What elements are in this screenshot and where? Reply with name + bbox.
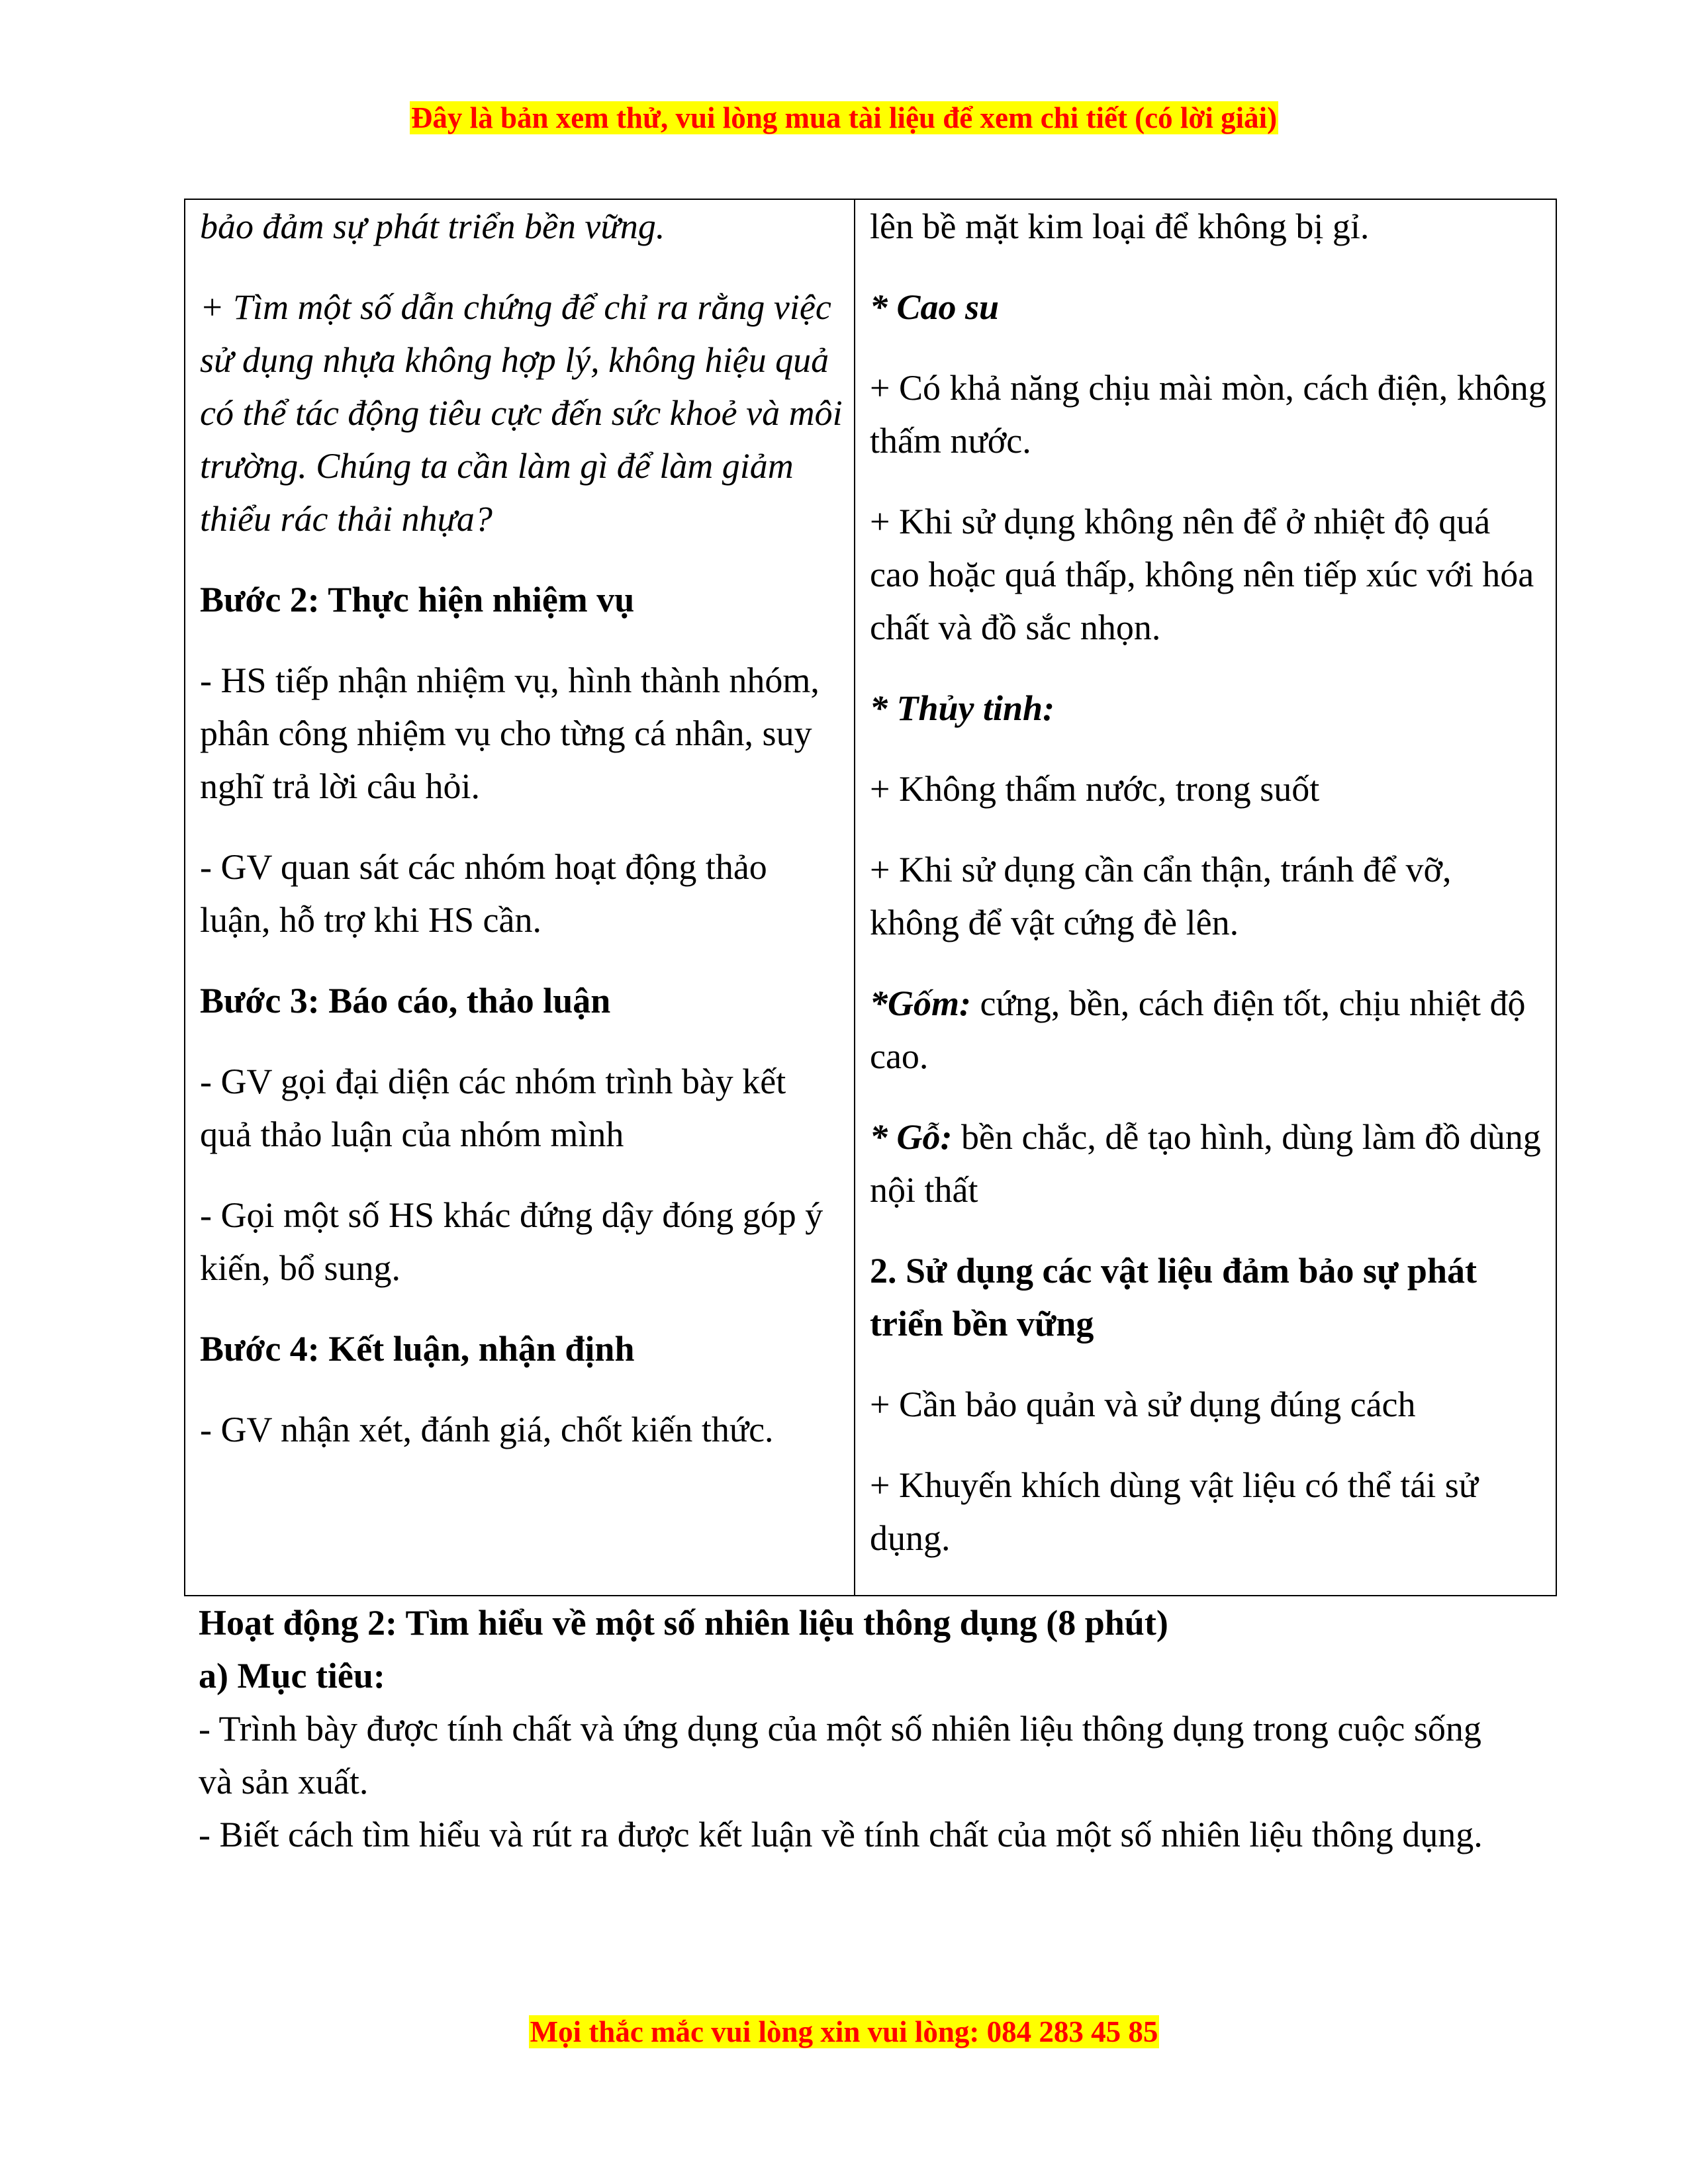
wood-label: * Gỗ:: [870, 1117, 953, 1157]
step4-heading: Bước 4: Kết luận, nhận định: [200, 1329, 635, 1369]
step3-item-2: - Gọi một số HS khác đứng dậy đóng góp ý kiến, bổ sung.: [200, 1195, 823, 1288]
activity-2-title: Hoạt động 2: Tìm hiểu về một số nhiên liệu thông dụng (8 phút): [199, 1603, 1168, 1643]
contact-banner: [0, 2012, 1688, 2052]
wood-item: [870, 1111, 1546, 1216]
step3-heading: Bước 3: Báo cáo, thảo luận: [200, 981, 611, 1021]
preview-notice-text: Đây là bản xem thử, vui lòng mua tài liệu để xem chi tiết (có lời giải): [410, 101, 1278, 134]
rubber-item-1: + Có khả năng chịu mài mòn, cách điện, không thấm nước.: [870, 368, 1546, 461]
goal-heading: a) Mục tiêu:: [199, 1656, 385, 1696]
step2-heading: Bước 2: Thực hiện nhiệm vụ: [200, 580, 635, 619]
task-question: + Tìm một số dẫn chứng để chỉ ra rằng việc sử dụng nhựa không hợp lý, không hiệu quả có thể tác động tiêu cực đến sức khoẻ và môi trường. Chúng ta cần làm gì để làm giảm thiểu rác thải nhựa?: [200, 287, 843, 539]
contact-text: Mọi thắc mắc vui lòng xin vui lòng: 084 283 45 85: [530, 2015, 1158, 2048]
step2-item-2: - GV quan sát các nhóm hoạt động thảo luận, hỗ trợ khi HS cần.: [200, 847, 767, 940]
ceramic-label: *Gốm:: [870, 983, 971, 1023]
content-table: [184, 199, 1557, 1596]
step2-item-1: - HS tiếp nhận nhiệm vụ, hình thành nhóm, phân công nhiệm vụ cho từng cá nhân, suy nghĩ trả lời câu hỏi.: [200, 660, 820, 806]
step3-item-1: - GV gọi đại diện các nhóm trình bày kết quả thảo luận của nhóm mình: [200, 1062, 786, 1154]
ceramic-item: [870, 977, 1546, 1083]
preview-notice-banner: [0, 98, 1688, 138]
goal-item-1: - Trình bày được tính chất và ứng dụng của một số nhiên liệu thông dụng trong cuộc sống và sản xuất.: [199, 1709, 1481, 1801]
sustainable-use-item-1: + Cần bảo quản và sử dụng đúng cách: [870, 1385, 1416, 1424]
rubber-heading: * Cao su: [870, 287, 1000, 327]
task-text-continuation: bảo đảm sự phát triển bền vững.: [200, 206, 665, 246]
sustainable-use-item-2: + Khuyến khích dùng vật liệu có thể tái sử dụng.: [870, 1465, 1479, 1558]
rubber-item-2: + Khi sử dụng không nên để ở nhiệt độ quá cao hoặc quá thấp, không nên tiếp xúc với hóa chất và đồ sắc nhọn.: [870, 502, 1534, 647]
step4-item-1: - GV nhận xét, đánh giá, chốt kiến thức.: [200, 1410, 774, 1449]
knowledge-cell: [855, 199, 1556, 1596]
goal-item-2: - Biết cách tìm hiểu và rút ra được kết luận về tính chất của một số nhiên liệu thông dụng.: [199, 1815, 1483, 1854]
table-row: [185, 199, 1556, 1596]
metal-text-continuation: lên bề mặt kim loại để không bị gỉ.: [870, 206, 1370, 246]
ceramic-text: cứng, bền, cách điện tốt, chịu nhiệt độ cao.: [870, 983, 1526, 1076]
wood-text: bền chắc, dễ tạo hình, dùng làm đồ dùng nội thất: [870, 1117, 1541, 1210]
glass-item-2: + Khi sử dụng cần cẩn thận, tránh để vỡ, không để vật cứng đè lên.: [870, 850, 1452, 942]
sustainable-use-heading: 2. Sử dụng các vật liệu đảm bảo sự phát triển bền vững: [870, 1251, 1477, 1343]
activity-steps-cell: [185, 199, 855, 1596]
activity-2-section: [199, 1596, 1509, 1861]
glass-heading: * Thủy tinh:: [870, 688, 1055, 728]
glass-item-1: + Không thấm nước, trong suốt: [870, 769, 1320, 809]
